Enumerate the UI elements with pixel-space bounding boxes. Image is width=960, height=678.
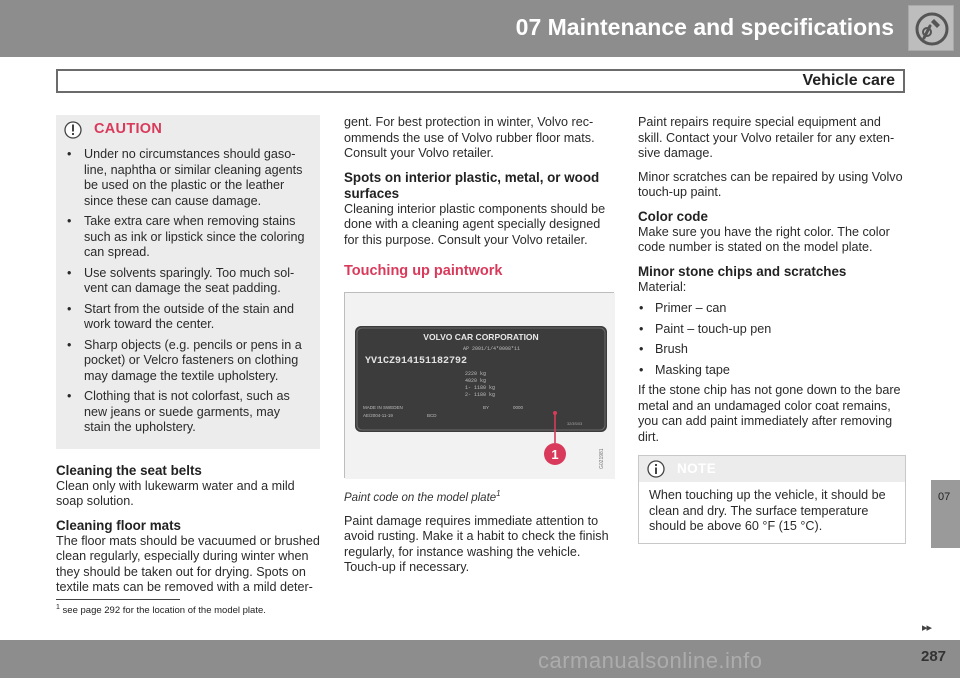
paint-repairs-text: Paint repairs require special equipment and skill. Contact your Volvo retailer for any exten-sive damage. — [638, 115, 895, 160]
column-3 — [638, 115, 906, 544]
note-text: When touching up the vehicle, it should be clean and dry. The surface temperature should be above 60 °F (15 °C). — [649, 488, 886, 533]
minor-scratches-text: Minor scratches can be repaired by using Volvo touch-up paint. — [638, 169, 903, 199]
watermark: carmanualsonline.info — [538, 648, 763, 673]
figure-caption — [344, 486, 614, 506]
caution-item: • Under no circumstances should gaso-line, naphtha or similar cleaning agents be used on the plastic or the leather since these can cause damage. — [64, 147, 310, 209]
touchup-text: Paint damage requires immediate attention to avoid rusting. Make it a habit to check the finish regularly, for instance washing the vehicle. Touch-up if necessary. — [344, 513, 609, 575]
caution-title: CAUTION — [94, 121, 163, 138]
plate-code: 0000 — [513, 404, 524, 410]
plate-title: VOLVO CAR CORPORATION — [423, 331, 539, 342]
plate-weight: 4020 kg — [465, 377, 487, 384]
wrench-gear-icon — [914, 11, 950, 47]
next-page-arrows-icon: ▸▸ — [922, 622, 932, 634]
figure-caption-text: Paint code on the model plate — [344, 491, 497, 504]
column-1 — [56, 115, 320, 604]
column-2 — [344, 115, 614, 584]
section-title: Vehicle care — [802, 72, 895, 89]
material-item: • Masking tape — [638, 363, 906, 379]
page-number: 287 — [921, 648, 947, 665]
chapter-title: 07 Maintenance and specifications — [515, 14, 894, 40]
caution-item: • Take extra care when removing stains such as ink or lipstick since the coloring can spread. — [64, 214, 310, 261]
plate-code: AE/2004-11-19 — [363, 412, 393, 418]
floor-mats-text-continued: gent. For best protection in winter, Volvo rec-ommends the use of Volvo rubber floor mats. Consult your Volvo retailer. — [344, 115, 595, 160]
model-plate-figure — [344, 292, 614, 478]
info-icon — [647, 460, 665, 478]
caution-item: • Use solvents sparingly. Too much sol-vent can damage the seat padding. — [64, 266, 310, 297]
footnote-text: see page 292 for the location of the model plate. — [62, 605, 266, 617]
interior-spots-text: Cleaning interior plastic components should be done with a cleaning agent specially designed for this purpose. Consult your Volvo retailer. — [344, 201, 606, 247]
model-plate-illustration — [345, 293, 615, 479]
caution-box — [56, 115, 320, 449]
material-item: • Primer – can — [638, 301, 906, 317]
seat-belts-text: Clean only with lukewarm water and a mild soap solution. — [56, 478, 295, 508]
stone-chips-text: If the stone chip has not gone down to the bare metal and an undamaged color coat remains, you can add paint immediately after removing dirt. — [638, 383, 901, 444]
caution-item: • Start from the outside of the stain and work toward the center. — [64, 302, 310, 333]
material-list — [638, 301, 906, 378]
footnote-ref: 1 — [496, 488, 501, 498]
note-header — [639, 456, 905, 482]
footnote-number: 1 — [56, 604, 60, 611]
plate-code: BY — [483, 404, 490, 410]
floor-mats-heading: Cleaning floor mats — [56, 517, 181, 533]
note-title: NOTE — [677, 461, 717, 477]
caution-header — [64, 119, 310, 141]
plate-code: BCD — [427, 412, 437, 418]
seat-belts-heading: Cleaning the seat belts — [56, 462, 202, 478]
plate-weight: 1- 1180 kg — [465, 384, 496, 391]
chapter-side-tab-label: 07 — [938, 491, 951, 503]
note-box — [638, 455, 906, 544]
plate-vin: YV1CZ914151182792 — [365, 355, 468, 367]
footnote-divider — [56, 599, 180, 600]
color-code-heading: Color code — [638, 208, 708, 224]
caution-item: • Sharp objects (e.g. pencils or pens in a pocket) or Velcro fasteners on clothing may damage the textile upholstery. — [64, 338, 310, 385]
section-title-bar — [56, 69, 905, 93]
chapter-icon-box — [908, 5, 954, 51]
plate-made-in: MADE IN SWEDEN — [363, 404, 403, 410]
material-label: Material: — [638, 279, 687, 294]
figure-id: G021981 — [599, 447, 605, 469]
color-code-text: Make sure you have the right color. The color code number is stated on the model plate. — [638, 224, 890, 254]
caution-list — [64, 147, 310, 436]
stone-chips-heading: Minor stone chips and scratches — [638, 263, 847, 279]
plate-id: 32/3S/03 — [567, 421, 583, 426]
exclamation-icon — [64, 121, 82, 139]
touchup-heading: Touching up paintwork — [344, 263, 503, 279]
plate-line-top: AP 2001/1/4*0008*11 — [463, 345, 521, 352]
floor-mats-text: The floor mats should be vacuumed or brushed clean regularly, especially during winter when they should be taken out for drying. Spots on textile mats can be removed with a mild deter- — [56, 533, 320, 594]
material-item: • Paint – touch-up pen — [638, 322, 906, 338]
plate-weight: 2- 1180 kg — [465, 391, 496, 398]
footnote — [56, 604, 266, 616]
material-item: • Brush — [638, 342, 906, 358]
plate-weight: 2220 kg — [465, 370, 487, 377]
footer-band — [0, 640, 960, 678]
caution-item: • Clothing that is not colorfast, such as new jeans or suede garments, may stain the upholstery. — [64, 389, 310, 436]
interior-spots-heading: Spots on interior plastic, metal, or wood surfaces — [344, 169, 600, 201]
callout-number: 1 — [551, 446, 559, 462]
